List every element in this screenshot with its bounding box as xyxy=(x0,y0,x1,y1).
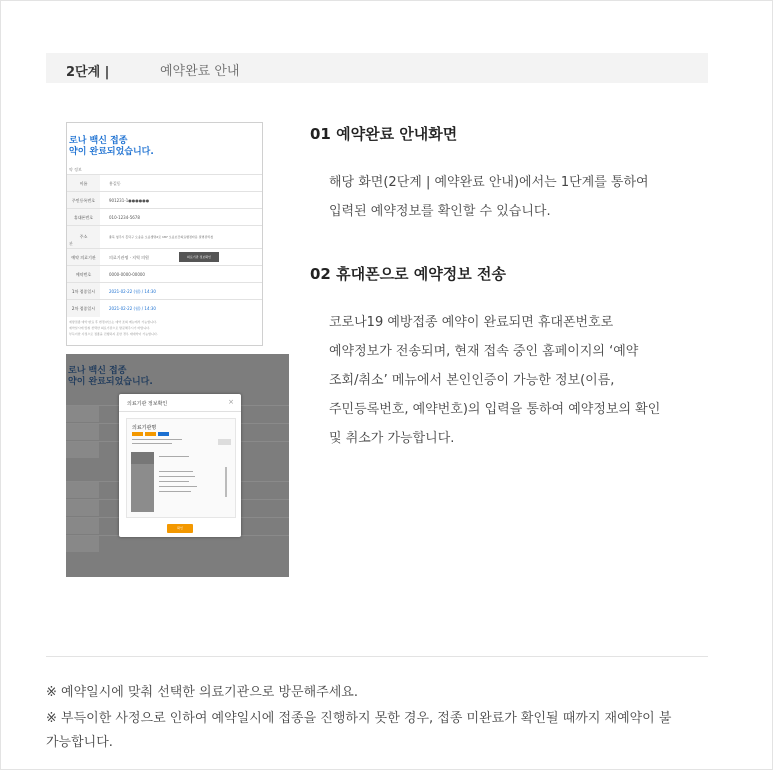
close-icon: × xyxy=(228,398,234,406)
row-key: 휴대폰번호 xyxy=(67,209,100,226)
hospital-tag xyxy=(145,432,156,436)
row-key: 2차 접종일시 xyxy=(67,300,100,317)
section-02-text-line: 및 취소가 가능합니다. xyxy=(329,431,455,446)
row-value: 010-1234-5678 xyxy=(109,215,140,220)
notice-line: ※ 부득이한 사정으로 인하여 예약일시에 접종을 진행하지 못한 경우, 접종 미완료가 확인될 때까지 재예약이 불 xyxy=(46,711,672,726)
screenshot-note: 부득이한 사정으로 접종을 진행하지 못한 경우 재예약이 가능합니다. xyxy=(69,332,158,336)
section-heading-02: 02 휴대폰으로 예약정보 전송 xyxy=(310,265,506,283)
text-line xyxy=(159,456,189,457)
section-01-text-line: 입력된 예약정보를 확인할 수 있습니다. xyxy=(329,204,551,219)
modal-divider xyxy=(119,411,241,412)
row-key: 예약 의료기관 xyxy=(67,249,100,266)
screenshot-note: 예방접종 예약 완료 후 변경/취소는 예약 조회 메뉴에서 가능합니다. xyxy=(69,320,157,324)
step-number: 2단계 | xyxy=(66,65,110,80)
notice-line: 가능합니다. xyxy=(46,735,113,750)
screenshot-info-row xyxy=(67,248,262,266)
screenshot-info-row xyxy=(67,208,262,226)
row-value: 0000-0000-00000 xyxy=(109,272,145,277)
hospital-info-modal-screenshot xyxy=(66,354,289,577)
row-key: 예약번호 xyxy=(67,266,100,283)
text-line xyxy=(159,481,189,482)
screenshot-info-row xyxy=(67,265,262,283)
row-value: 901231-1●●●●●● xyxy=(109,198,150,203)
screenshot-info-row xyxy=(67,174,262,192)
text-line xyxy=(159,471,193,472)
step-title: 예약완료 안내 xyxy=(160,64,240,79)
row-key: 이름 xyxy=(67,175,100,192)
text-line xyxy=(159,491,191,492)
section-02-text-line: 주민등록번호, 예약번호)의 입력을 통하여 예약정보의 확인 xyxy=(329,402,661,417)
screenshot-title-line1: 로나 백신 접종 xyxy=(69,136,128,146)
section-heading-01: 01 예약완료 안내화면 xyxy=(310,125,458,143)
text-line xyxy=(132,443,172,444)
screenshot-info-row xyxy=(67,191,262,209)
hospital-info-button: 의료기관 정보확인 xyxy=(179,252,219,262)
section-02-text-line: 코로나19 예방접종 예약이 완료되면 휴대폰번호로 xyxy=(329,315,614,330)
row-key: 주민등록번호 xyxy=(67,192,100,209)
notice-line: ※ 예약일시에 맞춰 선택한 의료기관으로 방문해주세요. xyxy=(46,685,358,700)
row-value: 홍길동 xyxy=(109,181,121,186)
map-button xyxy=(218,439,231,445)
bg-row-key xyxy=(66,500,99,516)
step-header-bar xyxy=(46,53,708,83)
bg-row-key xyxy=(66,518,99,534)
screenshot-title-line1: 로나 백신 접종 xyxy=(68,366,127,376)
hospital-tag xyxy=(132,432,143,436)
hospital-tag xyxy=(158,432,169,436)
screenshot-section-label: 관 xyxy=(69,241,73,246)
bg-row-key xyxy=(66,482,99,498)
row-key: 주소 xyxy=(67,226,100,248)
text-line xyxy=(159,476,195,477)
section-02-text-line: 예약정보가 전송되며, 현재 접속 중인 홈페이지의 ‘예약 xyxy=(329,344,639,359)
screenshot-section-label: 약 정보 xyxy=(69,167,82,172)
row-value: 충북 청주시 흥덕구 오송읍 오송생명2로 187 오송보건의료행정타운 질병관리청 xyxy=(109,235,214,239)
bg-row-key xyxy=(66,424,99,440)
screenshot-info-row xyxy=(67,282,262,300)
section-01-text-line: 해당 화면(2단계 | 예약완료 안내)에서는 1단계를 통하여 xyxy=(329,175,649,190)
text-line xyxy=(159,486,197,487)
reservation-complete-screenshot xyxy=(66,122,263,346)
row-value: 의료기관명 · 지역 의원 xyxy=(109,255,149,260)
screenshot-title-line2: 약이 완료되었습니다. xyxy=(69,147,154,157)
hospital-info-modal xyxy=(119,394,241,537)
row-value: 2021-02-22 (월) / 14:30 xyxy=(109,306,156,311)
section-02-text-line: 조회/취소’ 메뉴에서 본인인증이 가능한 정보(이름, xyxy=(329,373,615,388)
screenshot-note: 예약일시에 맞춰 선택한 의료기관으로 방문해주시기 바랍니다. xyxy=(69,326,151,330)
bg-row-key xyxy=(66,442,99,458)
screenshot-title-line2: 약이 완료되었습니다. xyxy=(68,377,153,387)
hospital-name: 의료기관명 xyxy=(132,425,157,431)
confirm-button: 확인 xyxy=(167,524,193,533)
hospital-card xyxy=(126,418,236,518)
modal-title: 의료기관 정보확인 xyxy=(127,401,168,407)
bg-row-key xyxy=(66,536,99,552)
modal-scrollbar xyxy=(225,467,227,497)
notes-divider xyxy=(46,656,708,657)
bg-row-key xyxy=(66,406,99,422)
info-label-header xyxy=(131,452,154,464)
text-line xyxy=(132,439,182,440)
row-value: 2021-02-22 (월) / 14:30 xyxy=(109,289,156,294)
screenshot-info-row xyxy=(67,225,262,248)
screenshot-info-row xyxy=(67,299,262,317)
row-key: 1차 접종일시 xyxy=(67,283,100,300)
